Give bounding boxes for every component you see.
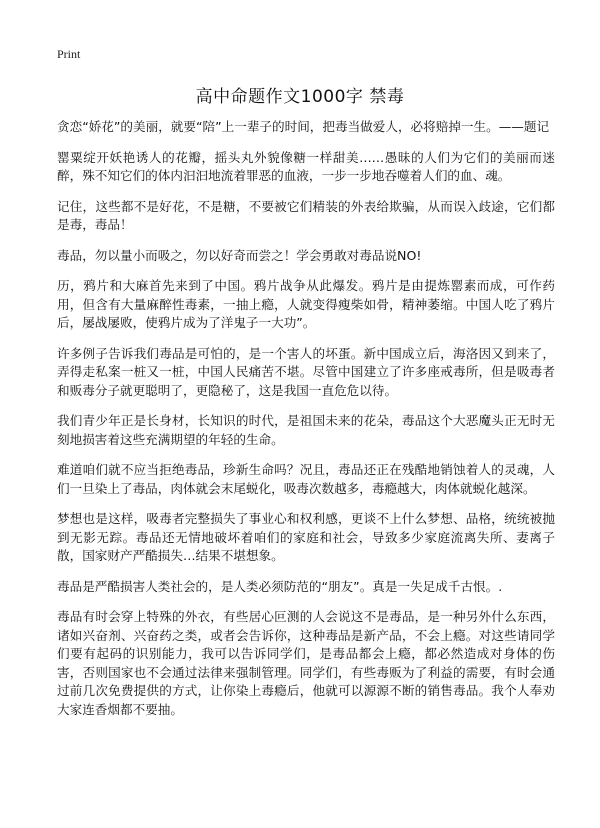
article-body xyxy=(57,118,555,731)
paragraph: 罂粟绽开妖艳诱人的花瓣，摇头丸外貌像糖一样甜美……愚昧的人们为它们的美丽而迷醉，殊不知它们的体内汩汩地流着罪恶的血液，一步一步地吞噬着人们的血、魂。 xyxy=(57,149,555,183)
paragraph-epigraph: 贪恋“娇花”的美丽，就要“陪”上一辈子的时间，把毒当做爱人，必将赔掉一生。——题记 xyxy=(57,119,550,134)
page-title: 高中命题作文1000字 禁毒 xyxy=(195,87,405,107)
paragraph: 梦想也是这样，吸毒者完整损失了事业心和权利感，更谈不上什么梦想、品格，统统被抛到无影无踪。毒品还无情地破坏着咱们的家庭和社会，导致多少家庭流离失所、妻离子散，国家财产严酷损失…结果不堪想象。 xyxy=(57,511,555,563)
paragraph: 历，鸦片和大麻首先来到了中国。鸦片战争从此爆发。鸦片是由提炼罂素而成，可作药用，但含有大量麻醉性毒素，一抽上瘾，人就变得瘦柴如骨，精神萎缩。中国人吃了鸦片后，屡战屡败，使鸦片成为了洋鬼子一大功”。 xyxy=(57,278,555,330)
paragraph: 我们青少年正是长身材，长知识的时代，是祖国未来的花朵，毒品这个大恶魔头正无时无刻地损害着这些充满期望的年轻的生命。 xyxy=(57,413,555,447)
paragraph: 记住，这些都不是好花，不是糖，不要被它们精装的外表给欺骗，从而误入歧途，它们都是毒，毒品！ xyxy=(57,198,555,232)
paragraph: 毒品是严酷损害人类社会的，是人类必须防范的“朋友”。真是一失足成千古恨。. xyxy=(57,578,503,594)
paragraph: 难道咱们就不应当拒绝毒品，珍新生命吗？况且，毒品还正在残酷地销蚀着人的灵魂，人们一旦染上了毒品，肉体就会末尾蜕化，吸毒次数越多，毒瘾越大，肉体就蜕化越深。 xyxy=(57,462,555,496)
paragraph: 许多例子告诉我们毒品是可怕的，是一个害人的坏蛋。新中国成立后，海洛因又到来了，弄得走私案一桩又一桩，中国人民痛苦不堪。尽管中国建立了许多座戒毒所，但是吸毒者和贩毒分子就更聪明了，更隐秘了，这是我国一直危危以待。 xyxy=(57,345,555,398)
print-link[interactable]: Print xyxy=(57,47,81,61)
paragraph: 毒品，勿以量小而吸之，勿以好奇而尝之！学会勇敢对毒品说NO! xyxy=(57,247,422,263)
paragraph: 毒品有时会穿上特殊的外衣，有些居心叵测的人会说这不是毒品，是一种另外什么东西，诸如兴奋剂、兴奋药之类，或者会告诉你，这种毒品是新产品，不会上瘾。对这些请同学们要有起码的识别能力，我可以告诉同学们，是毒品都会上瘾，都必然造成对身体的伤害，否则国家也不会通过法律来强制管理。同学们，有些毒贩为了利益的需要，有时会通过前几次免费提供的方式，让你染上毒瘾后，他就可以源源不断的销售毒品。我个人奉劝大家连香烟都不要抽。 xyxy=(57,609,555,717)
